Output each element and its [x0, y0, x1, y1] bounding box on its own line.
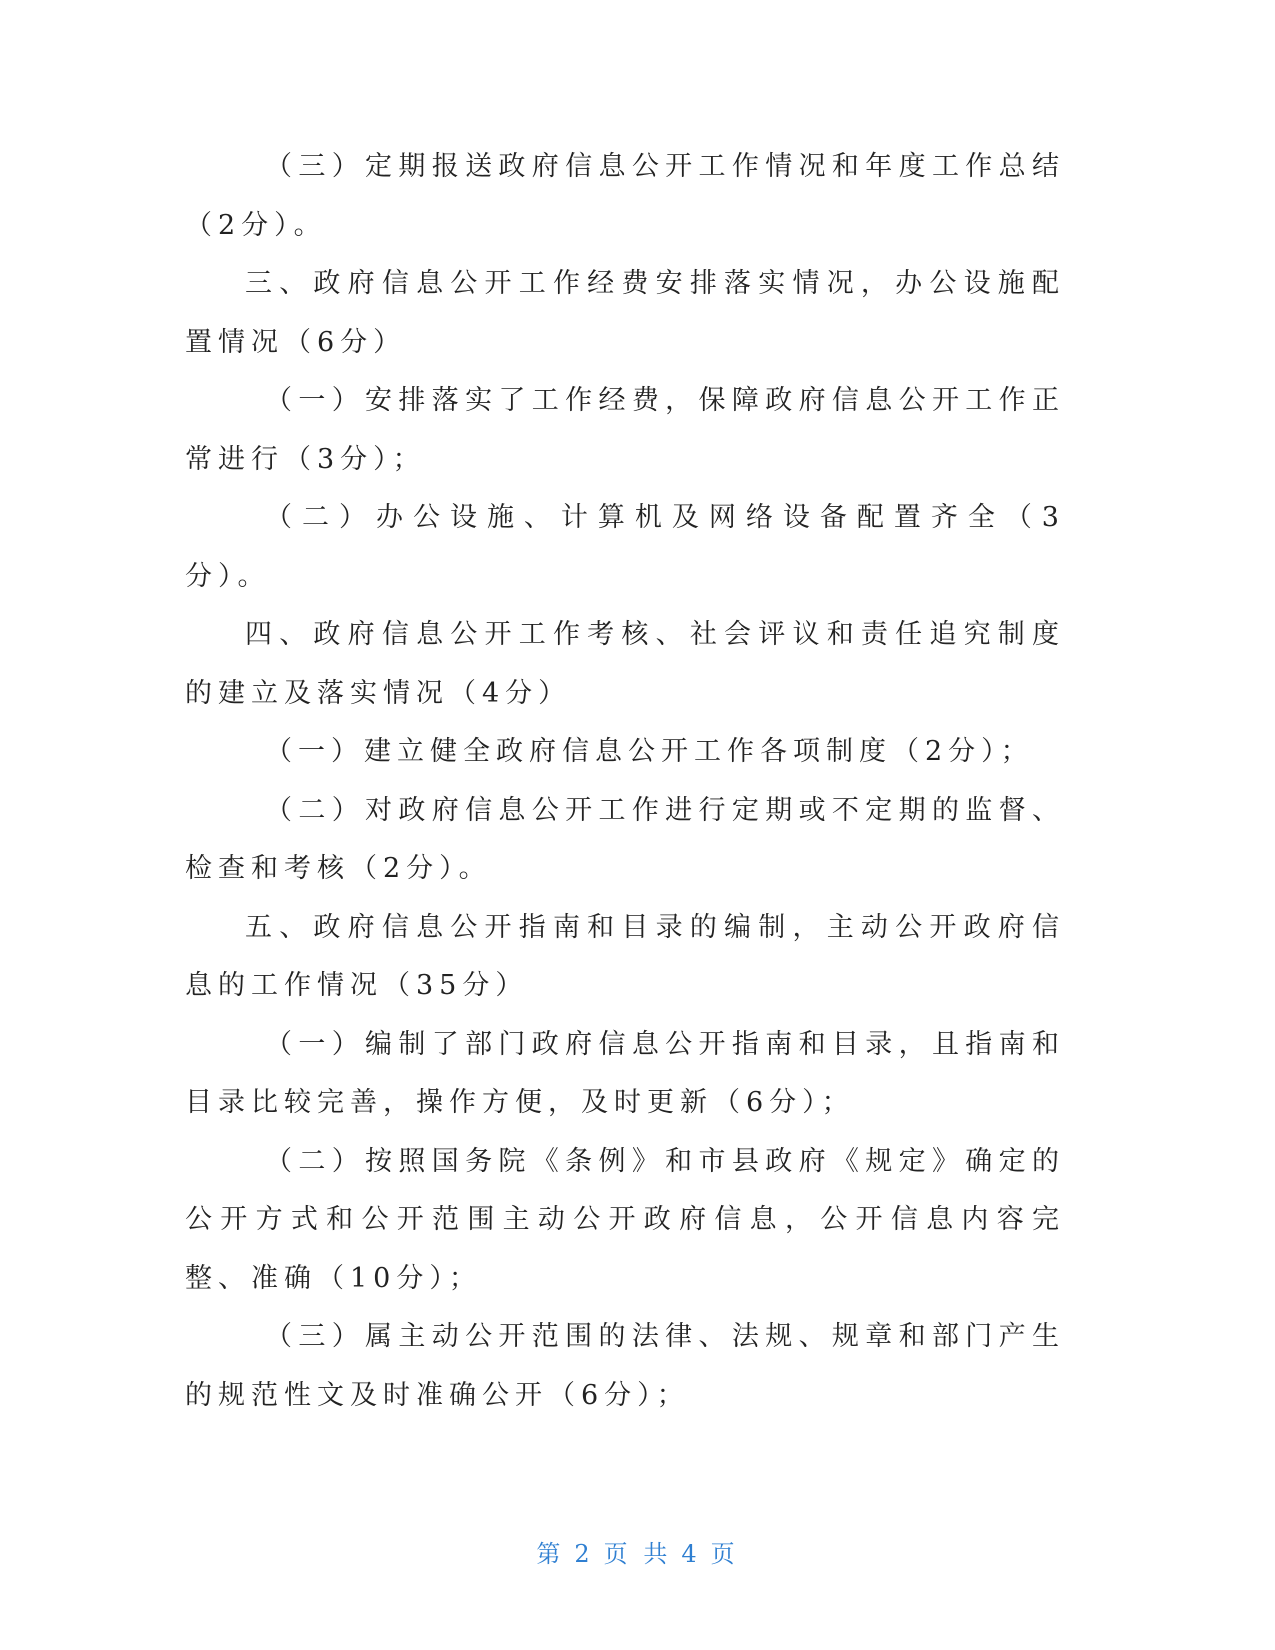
paragraph: （一）建立健全政府信息公开工作各项制度（2分）； — [265, 736, 1034, 767]
footer-label-page-unit: 页 — [603, 1540, 632, 1568]
footer-label-page: 第 — [536, 1540, 565, 1568]
document-body — [185, 138, 1065, 1425]
footer-label-total-unit: 页 — [710, 1540, 739, 1568]
paragraph: （二）按照国务院《条例》和市县政府《规定》确定的公开方式和公开范围主动公开政府信息，公开信息内容完整、准确（10分）； — [185, 1145, 1065, 1294]
section-heading: 三、政府信息公开工作经费安排落实情况，办公设施配置情况（6分） — [185, 268, 1065, 358]
footer-label-total: 共 — [643, 1540, 672, 1568]
paragraph: （一）编制了部门政府信息公开指南和目录，且指南和目录比较完善，操作方便，及时更新（6分）； — [185, 1028, 1065, 1118]
footer-current-page: 2 — [574, 1540, 594, 1568]
footer-total-pages: 4 — [681, 1540, 701, 1568]
section-heading: 四、政府信息公开工作考核、社会评议和责任追究制度的建立及落实情况（4分） — [185, 619, 1065, 709]
paragraph: （一）安排落实了工作经费，保障政府信息公开工作正常进行（3分）； — [185, 385, 1065, 475]
paragraph: （三）属主动公开范围的法律、法规、规章和部门产生的规范性文及时准确公开（6分）； — [185, 1321, 1065, 1411]
paragraph: （二）对政府信息公开工作进行定期或不定期的监督、检查和考核（2分）。 — [185, 794, 1065, 884]
page-footer — [0, 1534, 1275, 1569]
paragraph: （二）办公设施、计算机及网络设备配置齐全（3分）。 — [185, 502, 1065, 592]
section-heading: 五、政府信息公开指南和目录的编制，主动公开政府信息的工作情况（35分） — [185, 911, 1065, 1001]
paragraph: （三）定期报送政府信息公开工作情况和年度工作总结（2分）。 — [185, 151, 1065, 241]
